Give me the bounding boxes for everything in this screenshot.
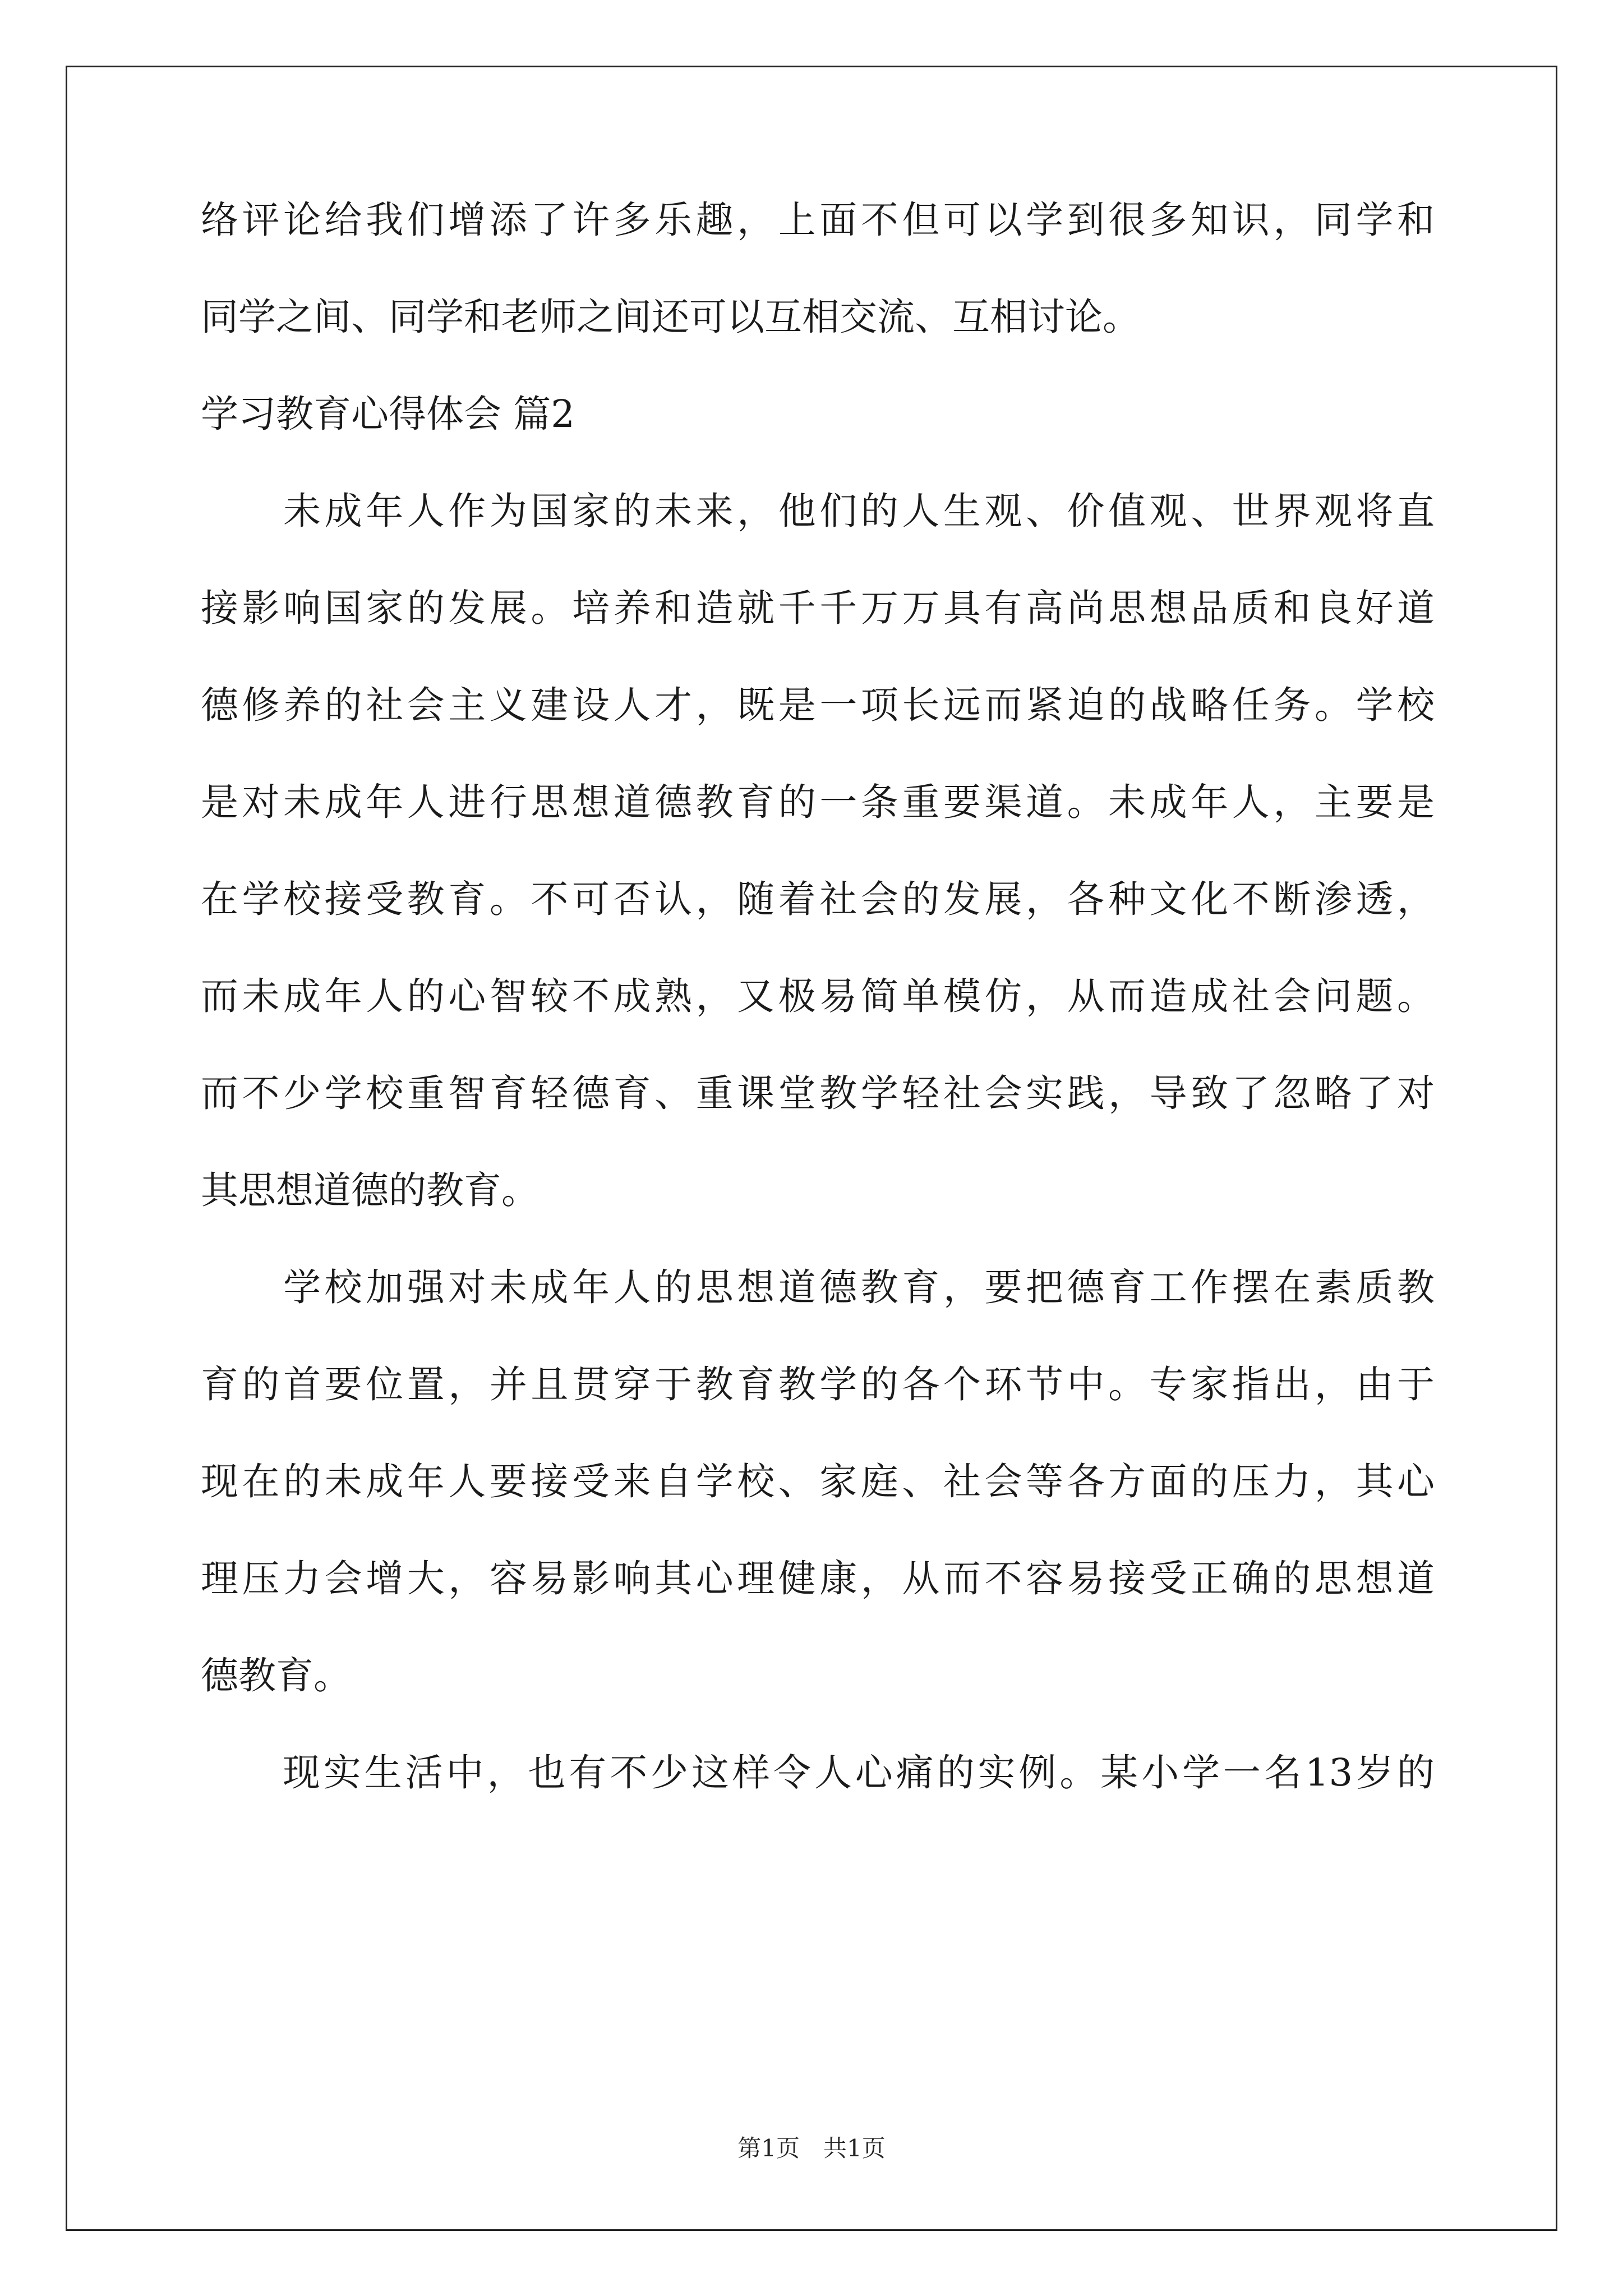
text-line: 未成年人作为国家的未来，他们的人生观、价值观、世界观将直	[201, 489, 1435, 533]
text-line: 是对未成年人进行思想道德教育的一条重要渠道。未成年人，主要是	[201, 780, 1435, 824]
text-line: 德修养的社会主义建设人才，既是一项长远而紧迫的战略任务。学校	[201, 683, 1435, 727]
text-line: 在学校接受教育。不可否认，随着社会的发展，各种文化不断渗透，	[201, 877, 1435, 921]
section-heading: 学习教育心得体会 篇2	[201, 392, 575, 436]
text-line: 德教育。	[201, 1654, 351, 1697]
text-line: 而未成年人的心智较不成熟，又极易简单模仿，从而造成社会问题。	[201, 974, 1435, 1018]
text-line: 现实生活中，也有不少这样令人心痛的实例。某小学一名13岁的	[201, 1751, 1435, 1795]
text-line: 接影响国家的发展。培养和造就千千万万具有高尚思想品质和良好道	[201, 586, 1435, 630]
text-line: 现在的未成年人要接受来自学校、家庭、社会等各方面的压力，其心	[201, 1460, 1435, 1503]
text-line: 育的首要位置，并且贯穿于教育教学的各个环节中。专家指出，由于	[201, 1363, 1435, 1406]
text-line: 同学之间、同学和老师之间还可以互相交流、互相讨论。	[201, 295, 1140, 339]
text-line: 理压力会增大，容易影响其心理健康，从而不容易接受正确的思想道	[201, 1557, 1435, 1600]
text-line: 而不少学校重智育轻德育、重课堂教学轻社会实践，导致了忽略了对	[201, 1071, 1435, 1115]
text-line: 学校加强对未成年人的思想道德教育，要把德育工作摆在素质教	[201, 1266, 1435, 1309]
text-line: 其思想道德的教育。	[201, 1168, 539, 1212]
page-border	[66, 66, 1557, 2231]
page-footer: 第1页 共1页	[737, 2134, 886, 2162]
text-line: 络评论给我们增添了许多乐趣，上面不但可以学到很多知识，同学和	[201, 198, 1435, 242]
